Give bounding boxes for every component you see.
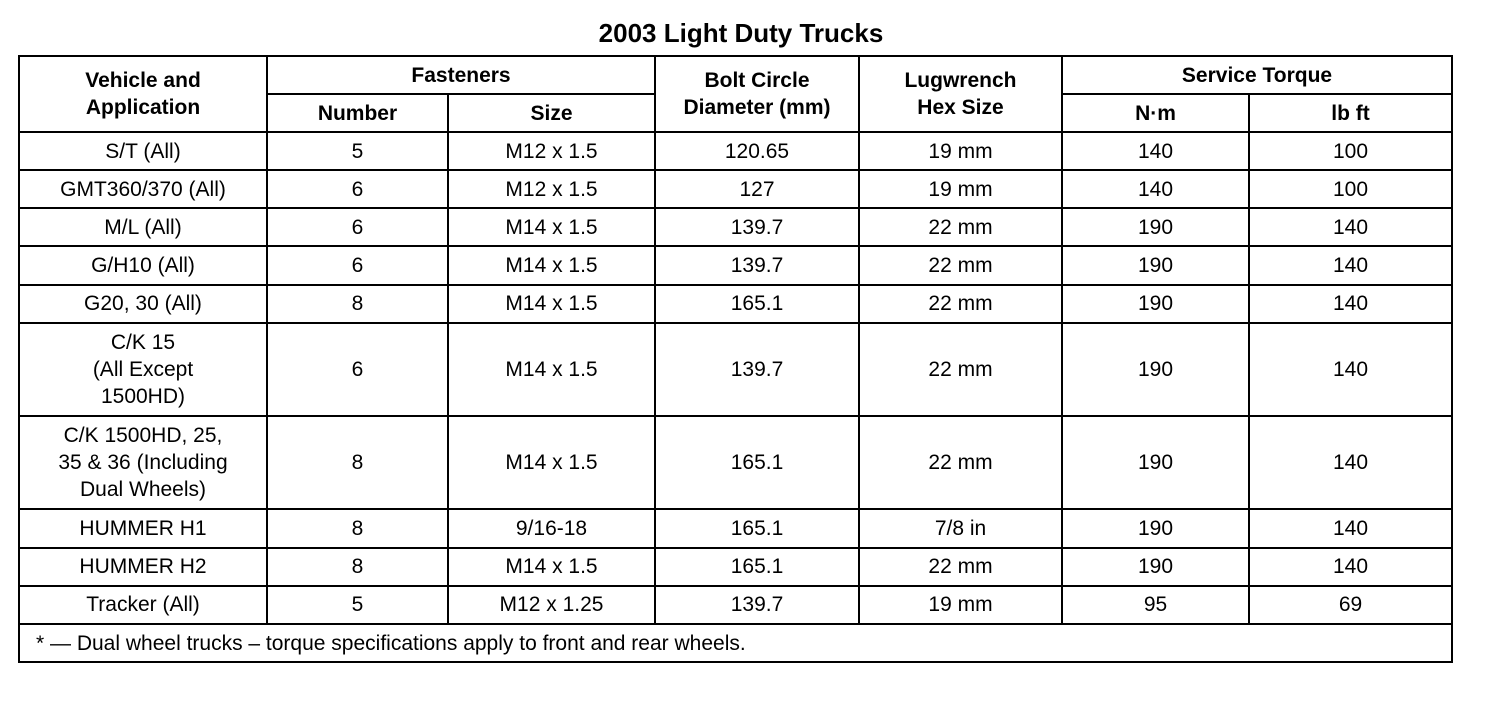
cell-vehicle: GMT360/370 (All) xyxy=(19,170,267,208)
cell-bolt-circle: 139.7 xyxy=(655,208,859,246)
cell-torque-nm: 190 xyxy=(1062,285,1249,323)
cell-bolt-circle: 165.1 xyxy=(655,285,859,323)
cell-vehicle: M/L (All) xyxy=(19,208,267,246)
cell-fastener-number: 8 xyxy=(267,285,448,323)
cell-bolt-circle: 165.1 xyxy=(655,548,859,586)
header-number: Number xyxy=(267,94,448,132)
header-bolt-circle-diameter: Bolt Circle Diameter (mm) xyxy=(655,56,859,132)
cell-torque-nm: 190 xyxy=(1062,548,1249,586)
cell-torque-nm: 190 xyxy=(1062,509,1249,547)
cell-hex-size: 19 mm xyxy=(859,586,1062,624)
cell-torque-nm: 190 xyxy=(1062,416,1249,509)
cell-hex-size: 22 mm xyxy=(859,285,1062,323)
cell-vehicle: C/K 15 (All Except 1500HD) xyxy=(19,323,267,416)
cell-fastener-number: 8 xyxy=(267,416,448,509)
cell-hex-size: 19 mm xyxy=(859,170,1062,208)
cell-vehicle: Tracker (All) xyxy=(19,586,267,624)
cell-fastener-number: 5 xyxy=(267,586,448,624)
cell-torque-nm: 190 xyxy=(1062,246,1249,284)
cell-torque-lbft: 140 xyxy=(1249,416,1452,509)
cell-bolt-circle: 165.1 xyxy=(655,509,859,547)
header-lugwrench-hex-size: Lugwrench Hex Size xyxy=(859,56,1062,132)
cell-torque-lbft: 140 xyxy=(1249,323,1452,416)
cell-vehicle: S/T (All) xyxy=(19,132,267,170)
cell-fastener-size: M14 x 1.5 xyxy=(448,548,655,586)
cell-vehicle: HUMMER H2 xyxy=(19,548,267,586)
cell-fastener-size: M12 x 1.5 xyxy=(448,170,655,208)
cell-bolt-circle: 120.65 xyxy=(655,132,859,170)
table-row xyxy=(19,132,1452,170)
cell-bolt-circle: 127 xyxy=(655,170,859,208)
cell-torque-lbft: 100 xyxy=(1249,132,1452,170)
cell-vehicle: C/K 1500HD, 25, 35 & 36 (Including Dual Wheels) xyxy=(19,416,267,509)
footnote: * — Dual wheel trucks – torque specifications apply to front and rear wheels. xyxy=(19,624,1452,662)
cell-fastener-number: 8 xyxy=(267,509,448,547)
cell-bolt-circle: 139.7 xyxy=(655,586,859,624)
cell-hex-size: 22 mm xyxy=(859,548,1062,586)
header-fasteners: Fasteners xyxy=(267,56,655,94)
cell-bolt-circle: 165.1 xyxy=(655,416,859,509)
table-row xyxy=(19,416,1452,509)
cell-hex-size: 22 mm xyxy=(859,208,1062,246)
table-row xyxy=(19,208,1452,246)
cell-hex-size: 22 mm xyxy=(859,323,1062,416)
cell-torque-nm: 140 xyxy=(1062,170,1249,208)
cell-fastener-number: 6 xyxy=(267,170,448,208)
table-row xyxy=(19,323,1452,416)
cell-torque-lbft: 140 xyxy=(1249,509,1452,547)
cell-fastener-number: 5 xyxy=(267,132,448,170)
cell-torque-lbft: 69 xyxy=(1249,586,1452,624)
cell-torque-lbft: 140 xyxy=(1249,208,1452,246)
cell-fastener-number: 8 xyxy=(267,548,448,586)
cell-vehicle: G/H10 (All) xyxy=(19,246,267,284)
table-row xyxy=(19,586,1452,624)
table-row xyxy=(19,170,1452,208)
cell-fastener-size: 9/16-18 xyxy=(448,509,655,547)
cell-fastener-number: 6 xyxy=(267,208,448,246)
header-service-torque: Service Torque xyxy=(1062,56,1452,94)
cell-fastener-size: M14 x 1.5 xyxy=(448,416,655,509)
cell-vehicle: HUMMER H1 xyxy=(19,509,267,547)
cell-torque-nm: 190 xyxy=(1062,208,1249,246)
cell-hex-size: 22 mm xyxy=(859,246,1062,284)
cell-vehicle: G20, 30 (All) xyxy=(19,285,267,323)
page-title: 2003 Light Duty Trucks xyxy=(598,18,884,48)
cell-fastener-size: M14 x 1.5 xyxy=(448,285,655,323)
table-row xyxy=(19,246,1452,284)
cell-fastener-size: M14 x 1.5 xyxy=(448,208,655,246)
header-nm: N·m xyxy=(1062,94,1249,132)
cell-hex-size: 7/8 in xyxy=(859,509,1062,547)
header-size: Size xyxy=(448,94,655,132)
header-lbft: lb ft xyxy=(1249,94,1452,132)
cell-bolt-circle: 139.7 xyxy=(655,323,859,416)
cell-fastener-size: M12 x 1.25 xyxy=(448,586,655,624)
cell-fastener-size: M14 x 1.5 xyxy=(448,323,655,416)
cell-torque-lbft: 100 xyxy=(1249,170,1452,208)
torque-spec-table xyxy=(18,55,1453,663)
cell-hex-size: 19 mm xyxy=(859,132,1062,170)
cell-bolt-circle: 139.7 xyxy=(655,246,859,284)
cell-fastener-size: M14 x 1.5 xyxy=(448,246,655,284)
cell-torque-nm: 140 xyxy=(1062,132,1249,170)
table-row xyxy=(19,548,1452,586)
table-row xyxy=(19,285,1452,323)
cell-torque-nm: 190 xyxy=(1062,323,1249,416)
cell-fastener-size: M12 x 1.5 xyxy=(448,132,655,170)
cell-hex-size: 22 mm xyxy=(859,416,1062,509)
cell-torque-lbft: 140 xyxy=(1249,548,1452,586)
cell-torque-lbft: 140 xyxy=(1249,285,1452,323)
table-row xyxy=(19,509,1452,547)
cell-fastener-number: 6 xyxy=(267,323,448,416)
header-vehicle-application: Vehicle and Application xyxy=(19,56,267,132)
cell-torque-nm: 95 xyxy=(1062,586,1249,624)
cell-torque-lbft: 140 xyxy=(1249,246,1452,284)
cell-fastener-number: 6 xyxy=(267,246,448,284)
